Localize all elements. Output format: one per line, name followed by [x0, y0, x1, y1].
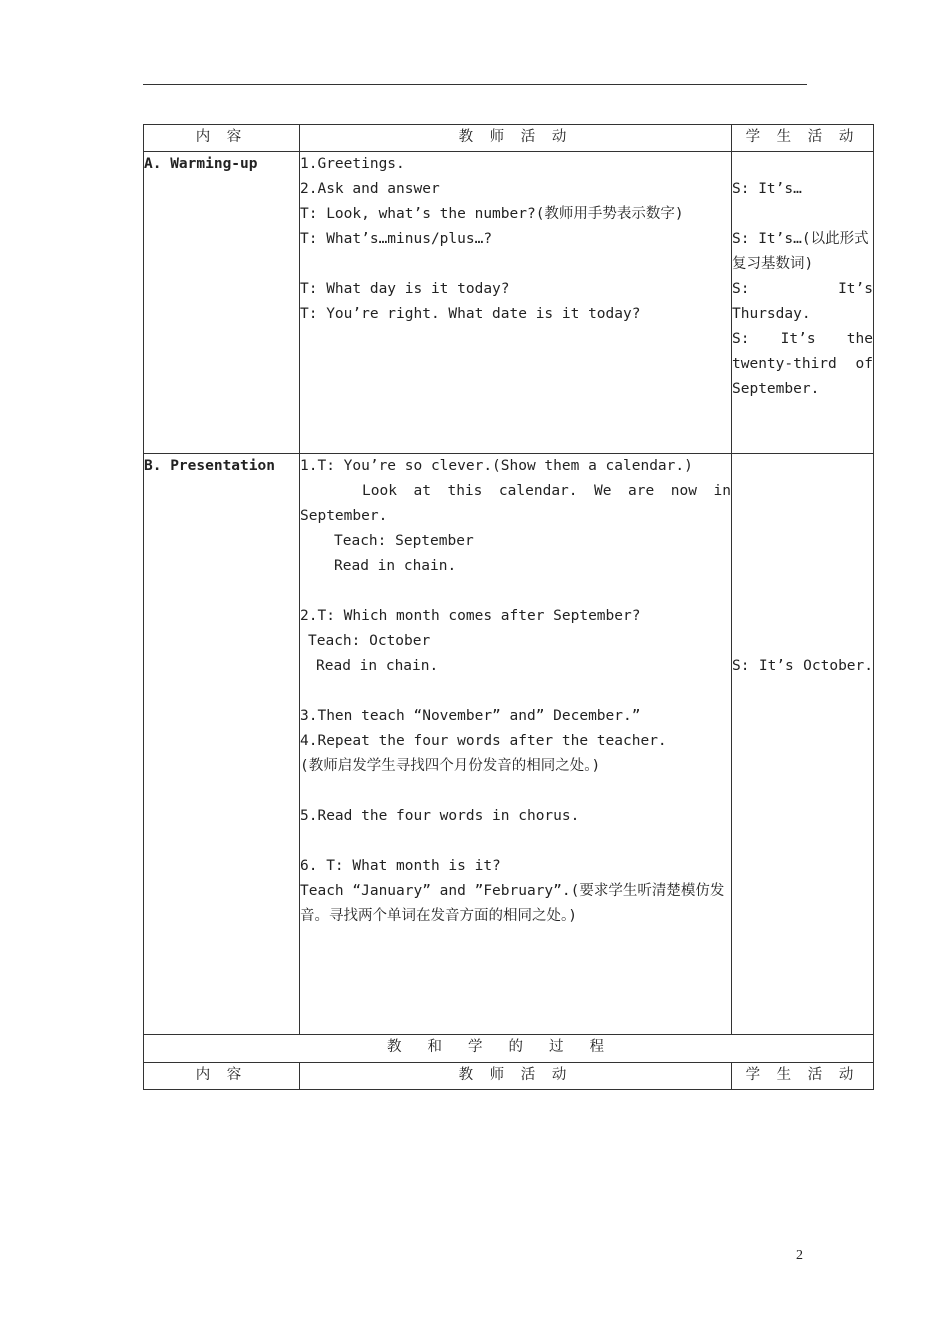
process-title: [144, 1035, 874, 1063]
student-line: S: It’s October.: [732, 658, 873, 674]
section-title: B. Presentation: [144, 454, 300, 1035]
header-content: 内 容: [144, 1063, 300, 1090]
footer-header-row: [144, 1063, 874, 1090]
teacher-line: 6. T: What month is it?: [300, 858, 501, 874]
warming-up-row: [144, 152, 874, 454]
student-line: [732, 202, 873, 227]
teacher-line: T: Look, what’s the number?(教师用手势表示数字): [300, 206, 684, 222]
lesson-table: [143, 124, 882, 1090]
teacher-line: 2.T: Which month comes after September?: [300, 608, 641, 624]
teacher-line: 5.Read the four words in chorus.: [300, 808, 580, 824]
table-header-row: [144, 125, 874, 152]
teacher-line: Look at this calendar. We are now in: [362, 483, 731, 499]
student-line: S: It’s the twenty-third of September.: [732, 331, 882, 397]
header-rule: [143, 84, 807, 85]
student-activity-cell: [732, 152, 882, 454]
teacher-line: 2.Ask and answer: [300, 181, 440, 197]
teacher-line: Teach: September: [334, 533, 474, 549]
teacher-line: Teach: October: [308, 633, 431, 649]
student-activity-cell: [732, 454, 874, 1035]
teacher-line: [300, 679, 731, 704]
process-title-row: [144, 1035, 874, 1063]
teacher-line: [300, 579, 731, 604]
teacher-line: T: You’re right. What date is it today?: [300, 306, 641, 322]
teacher-line: T: What’s…minus/plus…?: [300, 231, 493, 247]
student-line: S: It’s Thursday.: [732, 281, 882, 322]
teacher-line: Teach “January” and ”February”.(要求学生听清楚模仿发音。寻找两个单词在发音方面的相同之处。): [300, 883, 725, 924]
teacher-line: Read in chain.: [334, 558, 457, 574]
teacher-line: [300, 829, 731, 854]
header-teacher-activity: 教 师 活 动: [300, 125, 732, 152]
section-title: A. Warming-up: [144, 152, 300, 454]
student-line: S: It’s…: [732, 181, 802, 197]
teacher-line: [300, 779, 731, 804]
process-title-text: 教和学的过程: [387, 1039, 630, 1055]
teacher-line: September.: [300, 508, 388, 524]
header-teacher-activity: 教 师 活 动: [300, 1063, 732, 1090]
header-student-activity: 学 生 活 动: [732, 1063, 874, 1090]
page-number: 2: [796, 1248, 803, 1263]
student-line: S: It’s…(以此形式复习基数词): [732, 231, 869, 272]
teacher-activity-cell: [300, 152, 732, 454]
student-line: [732, 152, 873, 177]
teacher-line: (教师启发学生寻找四个月份发音的相同之处。): [300, 758, 601, 774]
teacher-line: 1.Greetings.: [300, 156, 405, 172]
teacher-line: 4.Repeat the four words after the teacher.: [300, 733, 667, 749]
teacher-activity-cell: [300, 454, 732, 1035]
teacher-line: 1.T: You’re so clever.(Show them a calendar.): [300, 458, 693, 474]
teacher-line: [300, 252, 731, 277]
teacher-line: T: What day is it today?: [300, 281, 510, 297]
teacher-line: Read in chain.: [316, 658, 439, 674]
header-content: 内 容: [144, 125, 300, 152]
teacher-line: 3.Then teach “November” and” December.”: [300, 708, 641, 724]
header-student-activity: 学 生 活 动: [732, 125, 874, 152]
presentation-row: [144, 454, 874, 1035]
